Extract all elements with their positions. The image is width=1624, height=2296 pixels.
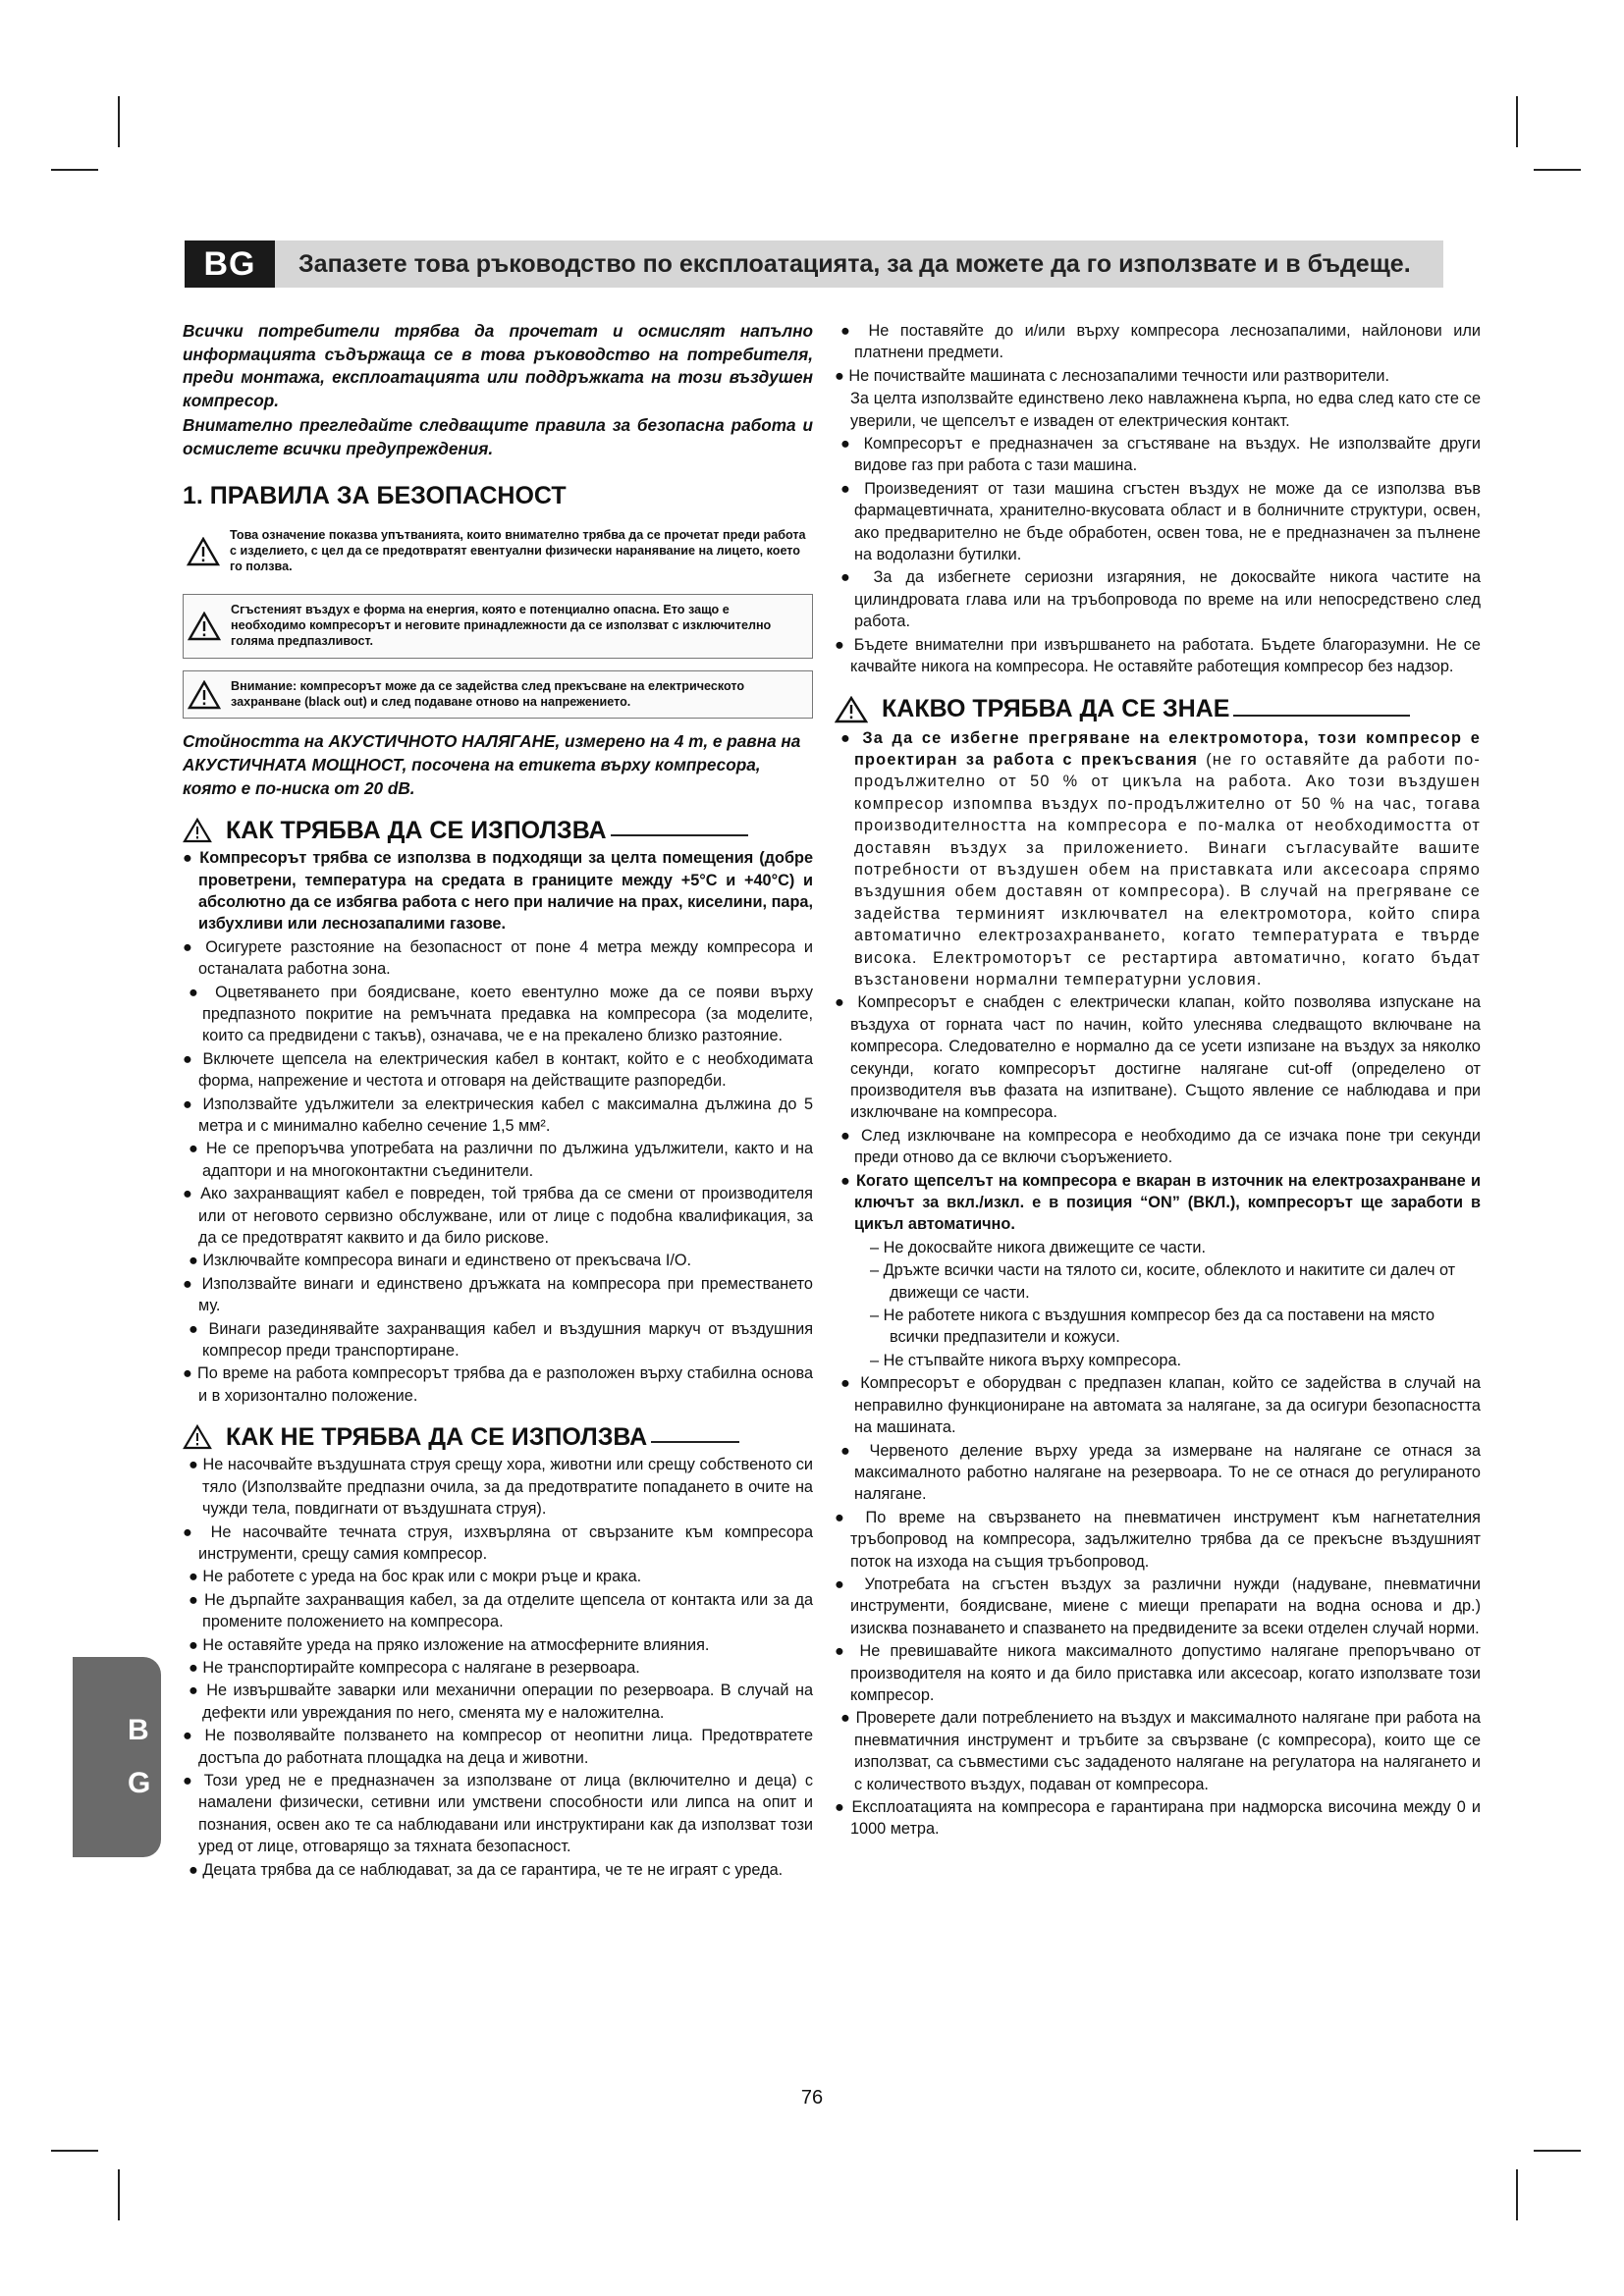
crop-mark bbox=[1534, 2150, 1581, 2152]
dash-item: – Не стъпвайте никога върху компресора. bbox=[870, 1351, 1182, 1369]
list-item: ● Експлоатацията на компресора е гарантирана при надморска височина между 0 и 1000 метра. bbox=[835, 1798, 1482, 1839]
heading-rule bbox=[651, 1441, 739, 1443]
crop-mark bbox=[51, 169, 98, 171]
header-title: Запазете това ръководство по експлоатацията, за да можете да го използвате и в бъдеще. bbox=[298, 250, 1411, 278]
dash-item: – Не работете никога с въздушния компресор без да са поставени на място всички предпазители и кожуси. bbox=[870, 1307, 1435, 1347]
list-item: ● Употребата на сгъстен въздух за различни нужди (надуване, пневматични инструменти, боядисване, миене с миещи препарати на водна основа и др.) изисква познаването и спазването на предвидените за всеки отделен случай норми. bbox=[835, 1575, 1482, 1637]
list-item: ● Изключвайте компресора винаги и единствено от прекъсвача I/O. bbox=[189, 1252, 692, 1270]
warning-triangle-icon bbox=[835, 696, 868, 723]
crop-mark bbox=[118, 2169, 120, 2220]
section-heading-how-to-use bbox=[183, 818, 813, 843]
list-item: ● Осигурете разстояние на безопасност от поне 4 метра между компресора и останалата работна зона. bbox=[183, 937, 813, 979]
language-badge: BG bbox=[185, 240, 275, 288]
crop-mark bbox=[1516, 2169, 1518, 2220]
list-item: ● Бъдете внимателни при извършването на работата. Бъдете благоразумни. Не се качвайте никога на компресора. Не оставяйте работещия компресор без надзор. bbox=[835, 635, 1481, 676]
section-title: КАК НЕ ТРЯБВА ДА СЕ ИЗПОЛЗВА bbox=[226, 1423, 648, 1452]
list-item: ● Червеното деление върху уреда за измерване на налягане се отнася за максималното работно налягане на резервоара. То не се отнася до регулираното налягане. bbox=[840, 1441, 1482, 1504]
list-item: ● По време на свързването на пневматичен инструмент към нагнетателния тръбопровод на компресора, задължително трябва да се прекъсне въздушният поток на изхода на същия тръбопровод. bbox=[835, 1508, 1481, 1571]
warning-text: Сгъстеният въздух е форма на енергия, която е потенциално опасна. Ето защо е необходимо компресорът и неговите принадлежности да се използват с изключително голяма предпазливост. bbox=[231, 603, 772, 648]
list-item: ● Произведеният от тази машина сгъстен въздух не може да се използва във фармацевтичната, хранително-вкусовата област и в болничните структури, освен, ако предварително не бъде обработен, освен това, не е предназначен за пълнене на водолазни бутилки. bbox=[840, 479, 1481, 564]
list-item: ● Компресорът е оборудван с предпазен клапан, който се задейства в случай на неправилно функциониране на автомата за налягане, за да осигури безопасността на машината. bbox=[840, 1374, 1482, 1437]
dash-item: – Не докосвайте никога движещите се части. bbox=[870, 1238, 1207, 1256]
tab-letter: G bbox=[128, 1767, 151, 1799]
list-item: ● Не превишавайте никога максималното допустимо налягане препоръчвано от производителя на която и да било приставка или аксесоар, когато използвате този компресор. bbox=[835, 1642, 1482, 1704]
list-item: ● Децата трябва да се наблюдават, за да се гарантира, че те не играят с уреда. bbox=[189, 1860, 784, 1879]
section-heading-how-not-to-use bbox=[183, 1424, 813, 1450]
crop-mark bbox=[1516, 96, 1518, 147]
warning-text: Това означение показва упътванията, които внимателно трябва да се прочетат преди работа с изделието, с цел да се предотвратят евентуални физически наранявание на лицето, което го ползва. bbox=[230, 527, 806, 573]
list-item: ● Не поставяйте до и/или върху компресора леснозапалими, найлонови или платнени предмети. bbox=[840, 322, 1482, 362]
list-item: ● Компресорът е предназначен за сгъстяване на въздух. Не използвайте други видове газ при работа с тази машина. bbox=[840, 435, 1481, 475]
crop-mark bbox=[51, 2150, 98, 2152]
list-item: ● За да избегнете сериозни изгаряния, не докосвайте никога частите на цилиндровата глава или на тръбопровода по време на или непосредствено след работа. bbox=[840, 568, 1482, 631]
warning-box bbox=[183, 520, 813, 582]
intro-paragraph: Внимателно прегледайте следващите правила за безопасна работа и осмислете всички предупреждения. bbox=[183, 415, 813, 458]
list-item: ● Не се препоръчва употребата на различни по дължина удължители, както и на адаптори и на многоконтактни съединители. bbox=[189, 1140, 813, 1180]
list-item: ● Не оставяйте уреда на пряко изложение на атмосферните влияния. bbox=[189, 1635, 710, 1654]
list-item: ● Включете щепсела на електрическия кабел в контакт, който е с необходимата форма, напрежение и честота и отговаря на действащите разпоредби. bbox=[183, 1049, 814, 1091]
left-column bbox=[183, 320, 813, 1882]
list-item: ● Компресорът трябва се използва в подходящи за целта помещения (добре проветрени, температура на средата в границите между +5°C и +40°C) и абсолютно да се избягва работа с него при наличие на прах, киселини, пара, избухливи или леснозапалими газове. bbox=[183, 849, 814, 934]
list-item: ● Оцветяването при боядисване, което евентулно може да се появи върху предпазното покритие на ремъчната предавка на компресора (за моделите, които са предвидени с такъв), означава, че е на прекалено близко разтояние. bbox=[189, 983, 814, 1045]
list-item: ● Използвайте удължители за електрическия кабел с максимална дължина до 5 метра и с минимално кабелно сечение 1,5 мм². bbox=[183, 1095, 814, 1135]
header-bar bbox=[185, 240, 1443, 288]
list-item: ● Не извършвайте заварки или механични операции по резервоара. В случай на дефекти или увреждания по него, сменята му е наложителна. bbox=[189, 1682, 814, 1722]
noise-note: Стойността на АКУСТИЧНОТО НАЛЯГАНЕ, измерено на 4 m, е равна на АКУСТИЧНАТА МОЩНОСТ, посочена на етикета върху компресора, която е по-ниска от 20 dB. bbox=[183, 731, 801, 798]
list-item: ● Не почиствайте машината с леснозапалими течности или разтворители. bbox=[835, 366, 1389, 385]
tab-letter: B bbox=[128, 1714, 149, 1746]
list-item: ● Винаги разединявайте захранващия кабел и въздушния маркуч от въздушния компресор преди транспортиране. bbox=[189, 1319, 814, 1361]
heading-rule bbox=[611, 834, 748, 836]
list-item: ● По време на работа компресорът трябва да е разположен върху стабилна основа и в хоризонтално положение. bbox=[183, 1364, 813, 1405]
page-number: 76 bbox=[800, 2087, 824, 2109]
list-item: ● Когато щепселът на компресора е вкаран в източник на електрозахранване и ключът за вкл./изкл. е в позиция “ON” (ВКЛ.), компресорът ще заработи в цикъл автоматично. bbox=[840, 1171, 1482, 1234]
list-item: ● Не насочвайте въздушната струя срещу хора, животни или срещу собственото си тяло (Използвайте предпазни очила, за да предотвратите попадането в очите на чужди тела, повдигнати от въздушната струя). bbox=[189, 1456, 813, 1519]
warning-box bbox=[183, 670, 813, 720]
list-item: ● Проверете дали потреблението на въздух и максималното налягане при работа на пневматичния инструмент и тръбите за свързване (с компресора), които ще се използват, са съвместими със зададеното налягане на регулатора на налягането и с количеството въздух, подаван от компресора. bbox=[840, 1709, 1481, 1793]
side-language-tab bbox=[73, 1657, 161, 1857]
section-title: КАКВО ТРЯБВА ДА СЕ ЗНАЕ bbox=[882, 695, 1230, 723]
list-item: ● Не насочвайте течната струя, изхвърляна от свързаните към компресора инструменти, срещу самия компресор. bbox=[183, 1522, 813, 1563]
warning-triangle-icon bbox=[188, 612, 221, 641]
crop-mark bbox=[118, 96, 120, 147]
list-item: ● Компресорът е снабден с електрически клапан, който позволява изпускане на въздуха от горната част по начин, който улеснява следващото включване на компресора. Следователно е нормално да се усети изпизане на въздух за няколко секунди, когато компресорът достигне налягане cut-off (определено от производителя във фазата на изпитване). Същото явление се наблюдава и при изключване на компресора. bbox=[835, 993, 1482, 1122]
heading-rule bbox=[1233, 715, 1410, 717]
list-item: ● Не работете с уреда на бос крак или с мокри ръце и крака. bbox=[189, 1568, 642, 1586]
list-item: ● Използвайте винаги и единствено дръжката на компресора при преместването му. bbox=[183, 1274, 813, 1315]
dash-item: – Дръжте всички части на тялото си, косите, облеклото и накитите си далеч от движещи се части. bbox=[870, 1261, 1456, 1302]
list-item: ● Ако захранващият кабел е повреден, той трябва да се смени от производителя или от неговото сервизно обслужване, или от лице с подобна квалификация, за да се предотвратят каквито и да било рискове. bbox=[183, 1185, 813, 1248]
warning-box bbox=[183, 594, 813, 658]
warning-triangle-icon bbox=[183, 818, 212, 843]
list-item: ● След изключване на компресора е необходимо да се изчака поне три секунди преди отново да се включи съоръжението. bbox=[840, 1126, 1482, 1167]
list-item: ● Не транспортирайте компресора с налягане в резервоара. bbox=[189, 1658, 640, 1677]
section-title-safety: 1. ПРАВИЛА ЗА БЕЗОПАСНОСТ bbox=[183, 481, 567, 509]
section-heading-what-to-know bbox=[835, 696, 1481, 723]
warning-triangle-icon bbox=[183, 1424, 212, 1450]
list-item: ● За да се избегне прегряване на електромотора, този компресор е проектиран за работа с прекъсвания (не го оставяйте да работи по-продължително от 50 % от цикъла на работа. Ако този въздушен компресор изпомпва въздух по-продължително от 50 % на час, тогава производителността на компресора е по-малка от необходимостта от доставян въздух за приложението. Винаги съгласувайте вашите потребности от въздушен обем на приставката или аксесоара спрямо въздушния обем доставян от компресора). В случай на прегряване се задейства терминият изключвател на електромотора, който спира автоматично електрозахранването, когато температурата е твърде висока. Електромоторът се рестартира автоматично, когато бъдат възстановени нормални температурни условия. bbox=[840, 728, 1481, 988]
list-item: ● Този уред не е предназначен за използване от лица (включително и деца) с намалени физически, сетивни или умствени способности или липса на опит и познания, освен ако те са наблюдавани или инструктирани как да използват този уред от лице, отговарящо за тяхната безопасност. bbox=[183, 1771, 813, 1856]
crop-mark bbox=[1534, 169, 1581, 171]
warning-triangle-icon bbox=[188, 680, 221, 710]
warning-text: Внимание: компресорът може да се задейства след прекъсване на електрическото захранване (black out) и след подаване отново на напрежението. bbox=[231, 678, 745, 709]
section-title: КАК ТРЯБВА ДА СЕ ИЗПОЛЗВА bbox=[226, 816, 607, 844]
intro-paragraph: Всички потребители трябва да прочетат и осмислят напълно информацията съдържаща се в това ръководство на потребителя, преди монтажа, експлоатацията или поддръжката на този въздушен компресор. bbox=[183, 321, 813, 410]
list-item: ● Не дърпайте захранващия кабел, за да отделите щепсела от контакта или за да промените положението на компресора. bbox=[189, 1590, 813, 1631]
right-column bbox=[835, 320, 1481, 1842]
list-item: ● Не позволявайте ползването на компресор от неопитни лица. Предотвратете достъпа до работната площадка на деца и животни. bbox=[183, 1727, 813, 1767]
list-item: За целта използвайте единствено леко навлажнена кърпа, но едва след като сте се уверили, че щепселът е изваден от електрическия контакт. bbox=[850, 390, 1481, 430]
warning-triangle-icon bbox=[187, 537, 220, 566]
